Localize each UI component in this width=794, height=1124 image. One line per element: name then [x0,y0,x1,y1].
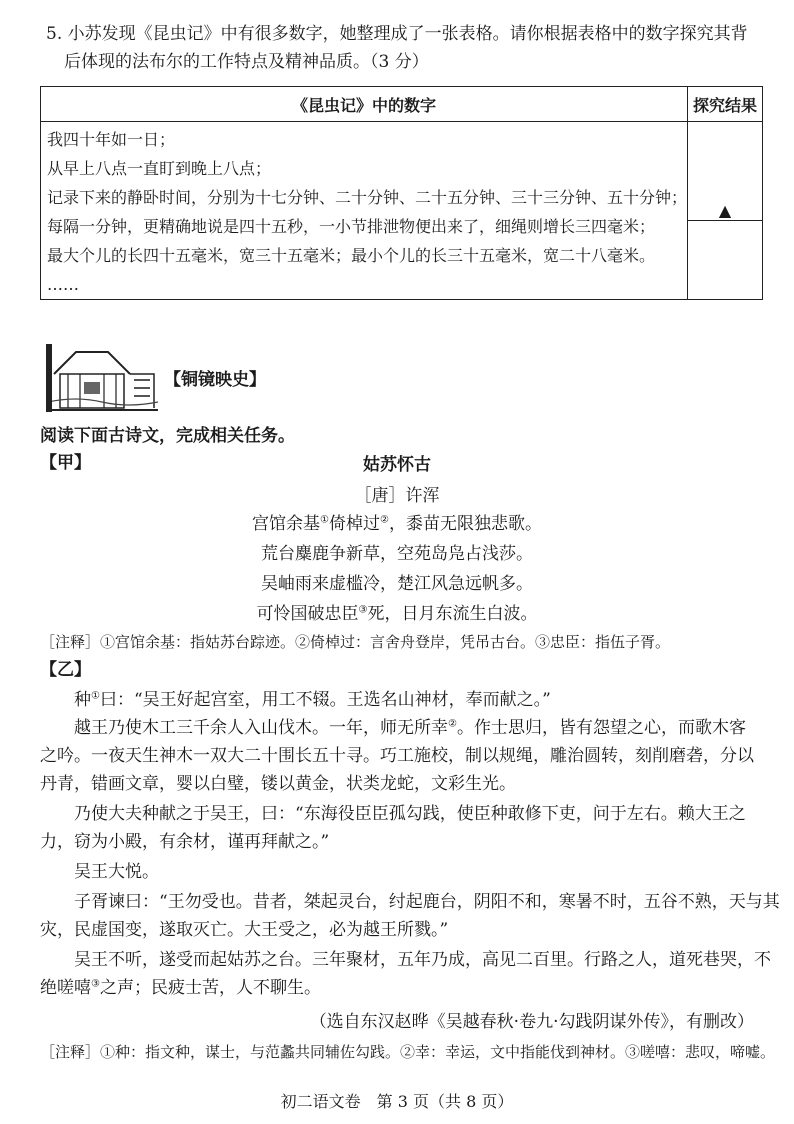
prose-paragraph-1 [74,688,551,712]
numbers-table [40,86,763,300]
prose-paragraph-2-line1 [74,716,746,740]
poem-text: 宫馆余基 [252,514,321,534]
note-marker: ② [448,718,457,730]
poem-text: 可怜国破忠臣 [256,604,359,624]
section-title: 【铜镜映史】 [164,370,266,390]
prose-text: 之声；民疲士苦，人不聊生。 [99,978,321,998]
prose-text: 绝嗟嘻 [40,978,91,998]
prose-text: 。作士思归，皆有怨望之心，而歌木客 [456,718,746,738]
poem-text: 倚棹过 [329,514,380,534]
table-row: …… [47,275,79,294]
prose-paragraph-5-line1: 子胥谏曰：“王勿受也。昔者，桀起灵台，纣起鹿台，阴阳不和，寒暑不时，五谷不熟，天与其 [74,892,780,912]
answer-triangle-icon: ▲ [688,202,762,221]
prose-paragraph-2-line3: 丹青，错画文章，婴以白璧，镂以黄金，状类龙蛇，文彩生光。 [40,774,516,794]
prose-paragraph-3-line1: 乃使大夫种献之于吴王，曰：“东海役臣臣孤勾践，使臣种敢修下吏，问于左右。赖大王之 [74,804,746,824]
prose-source: （选自东汉赵晔《吴越春秋·卷九·勾践阴谋外传》，有删改） [309,1012,754,1032]
question-5-line2: 后体现的法布尔的工作特点及精神品质。（3 分） [64,52,429,72]
poem-line-4 [0,602,794,626]
table-header-result: 探究结果 [688,87,763,122]
prose-text: 曰：“吴王好起宫室，用工不辍。王选名山神材，奉而献之。” [99,690,551,710]
table-row: 每隔一分钟，更精确地说是四十五秒，一小节排泄物便出来了，细绳则增长三四毫米； [47,217,656,236]
label-jia: 【甲】 [40,453,91,473]
label-yi: 【乙】 [40,660,91,680]
table-row: 我四十年如一日； [47,130,176,149]
note-marker: ① [320,514,329,526]
prose-paragraph-6-line2 [40,976,321,1000]
poem-line-2: 荒台麋鹿争新草，空苑岛凫占浅莎。 [261,544,533,564]
note-marker: ② [380,514,389,526]
poem-title: 姑苏怀古 [363,455,431,475]
page-footer: 初二语文卷 第 3 页（共 8 页） [280,1092,514,1111]
building-illustration-icon [46,344,160,412]
question-5-line1: 5. 小苏发现《昆虫记》中有很多数字，她整理成了一张表格。请你根据表格中的数字探究其背 [46,24,748,44]
poem-author: ［唐］许浑 [354,486,440,506]
answer-cell[interactable] [688,122,763,300]
prose-paragraph-3-line2: 力，窃为小殿，有余材，谨再拜献之。” [40,832,330,852]
poem-line-3: 吴岫雨来虚槛冷，楚江风急远帆多。 [261,574,533,594]
poem-notes: ［注释］①宫馆余基：指姑苏台踪迹。②倚棹过：言舍舟登岸，凭吊古台。③忠臣：指伍子胥。 [40,633,671,651]
reading-instruction: 阅读下面古诗文，完成相关任务。 [40,426,295,446]
prose-paragraph-5-line2: 灾，民虚国变，遂取灭亡。大王受之，必为越王所戮。” [40,920,449,940]
note-marker: ③ [91,978,100,990]
table-header-numbers: 《昆虫记》中的数字 [41,87,688,122]
table-numbers-cell [41,122,688,300]
prose-notes: ［注释］①种：指文种，谋士，与范蠡共同辅佐勾践。②幸：幸运，文中指能伐到神材。③嗟嘻：悲叹，啼嘘。 [40,1043,776,1061]
table-row: 最大个儿的长四十五毫米，宽三十五毫米；最小个儿的长三十五毫米，宽二十八毫米。 [47,246,656,265]
prose-text: 种 [74,690,91,710]
note-marker: ③ [358,604,368,616]
table-row: 从早上八点一直盯到晚上八点； [47,159,272,178]
poem-line-1 [0,512,794,536]
prose-text: 越王乃使木工三千余人入山伐木。一年，师无所幸 [74,718,448,738]
poem-text: 死，日月东流生白波。 [367,604,538,624]
prose-paragraph-6-line1: 吴王不听，遂受而起姑苏之台。三年聚材，五年乃成，高见二百里。行路之人，道死巷哭，不 [74,950,771,970]
prose-paragraph-2-line2: 之吟。一夜天生神木一双大二十围长五十寻。巧工施校，制以规绳，雕治圆转，刻削磨砻，分以 [40,746,754,766]
note-marker: ① [91,690,100,702]
poem-text: ，黍苗无限独悲歌。 [388,514,542,534]
prose-paragraph-4: 吴王大悦。 [74,862,159,882]
table-row: 记录下来的静卧时间，分别为十七分钟、二十分钟、二十五分钟、三十三分钟、五十分钟； [47,188,688,207]
